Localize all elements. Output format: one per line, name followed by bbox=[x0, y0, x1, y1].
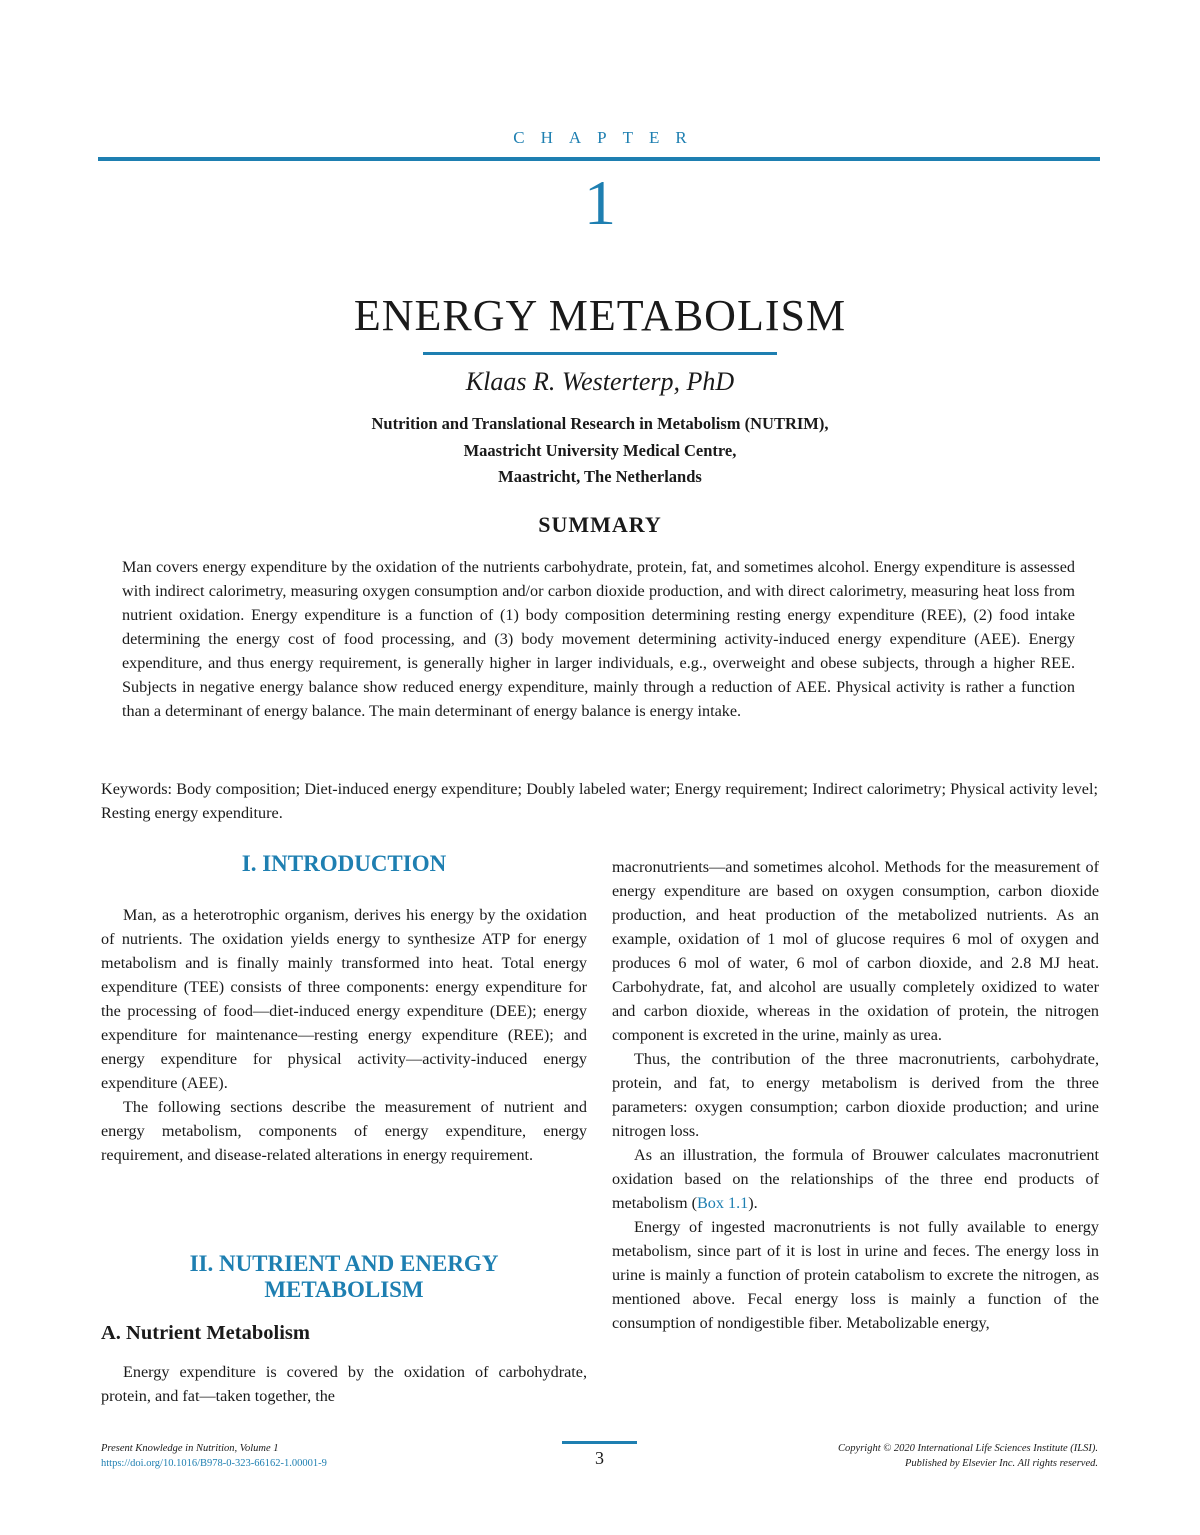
footer-right bbox=[790, 1441, 1098, 1471]
right-paragraph-3-end: ). bbox=[748, 1194, 758, 1212]
footer-rule bbox=[562, 1441, 637, 1444]
right-paragraph-4: Energy of ingested macronutrients is not fully available to energy metabolism, since part of it is lost in urine and feces. The energy loss in urine is mainly a function of protein catabolism to excrete the nitrogen, as mentioned above. Fecal energy loss is mainly a function of the consumption of nondigestible fiber. Metabolizable energy, bbox=[612, 1218, 1099, 1332]
section-heading-nutrient-energy bbox=[101, 1251, 587, 1303]
right-column bbox=[612, 855, 1099, 1335]
right-paragraph-2: Thus, the contribution of the three macronutrients, carbohydrate, protein, and fat, to energy metabolism is derived from the three parameters: oxygen consumption; carbon dioxide production; and urine nitrogen loss. bbox=[612, 1050, 1099, 1140]
chapter-rule bbox=[98, 157, 1100, 161]
left-column bbox=[101, 903, 587, 1167]
keywords-label: Keywords: bbox=[101, 780, 173, 798]
summary-heading: SUMMARY bbox=[538, 512, 662, 537]
publisher: Published by Elsevier Inc. All rights reserved. bbox=[904, 1458, 1098, 1469]
chapter-number: 1 bbox=[584, 167, 616, 238]
box-1-1-link[interactable]: Box 1.1 bbox=[696, 1194, 749, 1212]
book-title: Present Knowledge in Nutrition, Volume 1 bbox=[101, 1443, 279, 1454]
subsection-heading-nutrient-metabolism: A. Nutrient Metabolism bbox=[101, 1322, 310, 1344]
section-heading-line-2: METABOLISM bbox=[264, 1277, 424, 1302]
affiliation-line-1: Nutrition and Translational Research in Metabolism (NUTRIM), bbox=[371, 414, 829, 433]
copyright: Copyright © 2020 International Life Sciences Institute (ILSI). bbox=[838, 1443, 1098, 1454]
left-column-lower bbox=[101, 1360, 587, 1408]
affiliation-line-2: Maastricht University Medical Centre, bbox=[463, 441, 737, 460]
footer-left bbox=[101, 1441, 327, 1471]
right-paragraph-3-text: As an illustration, the formula of Brouwer calculates macronutrient oxidation based on the relationships of the three end products of metabolism ( bbox=[612, 1146, 1099, 1212]
title-rule bbox=[423, 352, 777, 355]
page-number: 3 bbox=[595, 1448, 604, 1468]
doi-link[interactable]: https://doi.org/10.1016/B978-0-323-66162-1.00001-9 bbox=[101, 1458, 327, 1469]
chapter-title: ENERGY METABOLISM bbox=[353, 291, 847, 340]
chapter-label: CHAPTER bbox=[513, 128, 703, 147]
summary-text: Man covers energy expenditure by the oxidation of the nutrients carbohydrate, protein, fat, and sometimes alcohol. Energy expenditure is assessed with indirect calorimetry, measuring oxygen consumption and/or carbon dioxide production, and with direct calorimetry, measuring heat loss from nutrient oxidation. Energy expenditure is a function of (1) body composition determining resting energy expenditure (REE), (2) food intake determining the energy cost of food processing, and (3) body movement determining activity-induced energy expenditure (AEE). Energy expenditure, and thus energy requirement, is generally higher in larger individuals, e.g., overweight and obese subjects, through a higher REE. Subjects in negative energy balance show reduced energy expenditure, mainly through a reduction of AEE. Physical activity is rather a function than a determinant of energy balance. The main determinant of energy balance is energy intake. bbox=[122, 558, 1075, 720]
affiliation-line-3: Maastricht, The Netherlands bbox=[498, 467, 702, 486]
intro-paragraph-2: The following sections describe the measurement of nutrient and energy metabolism, components of energy expenditure, energy requirement, and disease-related alterations in energy requirement. bbox=[101, 1098, 587, 1164]
section-heading-line-1: II. NUTRIENT AND ENERGY bbox=[189, 1251, 499, 1276]
intro-paragraph-1: Man, as a heterotrophic organism, derives his energy by the oxidation of nutrients. The oxidation yields energy to synthesize ATP for energy metabolism and is finally mainly transformed into heat. Total energy expenditure (TEE) consists of three components: energy expenditure for the processing of food—diet-induced energy expenditure (DEE); energy expenditure for maintenance—resting energy expenditure (REE); and energy expenditure for physical activity—activity-induced energy expenditure (AEE). bbox=[101, 906, 587, 1092]
right-paragraph-3 bbox=[612, 1143, 1099, 1215]
keywords bbox=[101, 777, 1098, 825]
nutrient-paragraph-1: Energy expenditure is covered by the oxidation of carbohydrate, protein, and fat—taken together, the bbox=[101, 1363, 587, 1405]
author-name: Klaas R. Westerterp, PhD bbox=[465, 367, 735, 396]
right-paragraph-1: macronutrients—and sometimes alcohol. Methods for the measurement of energy expenditure are based on oxygen consumption, carbon dioxide production, and heat production of the metabolized nutrients. As an example, oxidation of 1 mol of glucose requires 6 mol of oxygen and produces 6 mol of water, 6 mol of carbon dioxide, and 2.8 MJ heat. Carbohydrate, fat, and alcohol are usually completely oxidized to water and carbon dioxide, whereas in the oxidation of protein, the nitrogen component is excreted in the urine, mainly as urea. bbox=[612, 858, 1099, 1044]
keywords-text: Body composition; Diet-induced energy expenditure; Doubly labeled water; Energy requirement; Indirect calorimetry; Physical activity level; Resting energy expenditure. bbox=[101, 780, 1098, 822]
section-heading-introduction: I. INTRODUCTION bbox=[241, 851, 447, 876]
